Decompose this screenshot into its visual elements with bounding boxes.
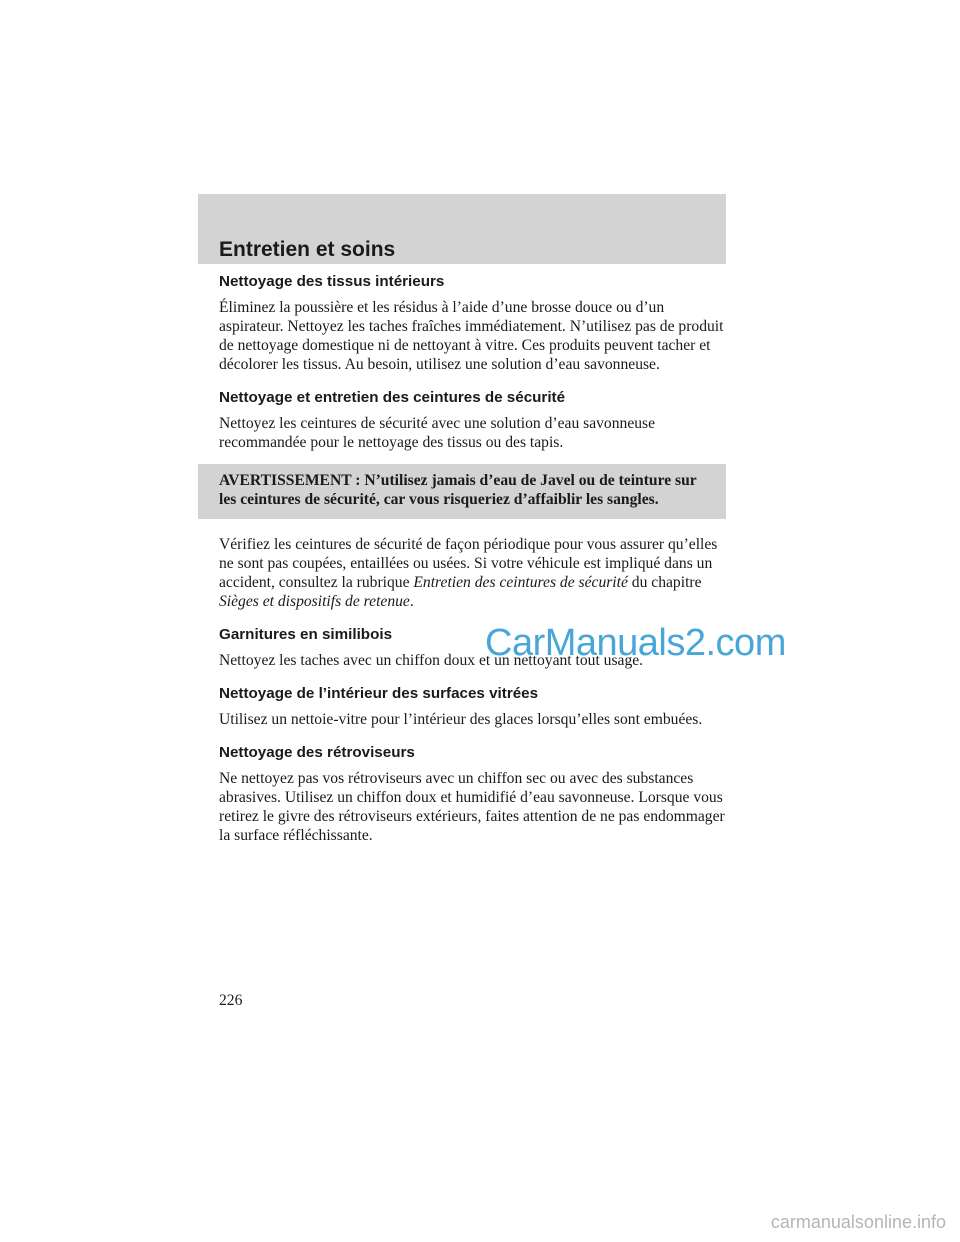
inspection-text-b: du chapitre xyxy=(627,574,702,591)
watermark-footer: carmanualsonline.info xyxy=(770,1212,946,1232)
page-content xyxy=(219,272,731,859)
heading-seatbelt-cleaning: Nettoyage et entretien des ceintures de sécurité xyxy=(219,389,566,406)
paragraph-seatbelt-cleaning: Nettoyez les ceintures de sécurité avec une solution d’eau savonneuse recommandée pour le nettoyage des tissus ou des tapis. xyxy=(219,415,656,451)
inspection-text-c: . xyxy=(409,593,414,610)
paragraph-seatbelt-inspection xyxy=(219,535,731,611)
inspection-text-a: Vérifiez les ceintures de sécurité de façon périodique pour vous assurer qu’elles ne sont pas coupées, entaillées ou usées. Si votre véhicule est impliqué dans un accident, consultez la rubrique xyxy=(219,536,718,591)
section-title: Entretien et soins xyxy=(219,238,396,261)
reference-seatbelt-maintenance: Entretien des ceintures de sécurité xyxy=(413,574,628,591)
heading-woodgrain-trim: Garnitures en similibois xyxy=(219,626,393,643)
section-header-bar xyxy=(198,194,726,264)
heading-glass-cleaning: Nettoyage de l’intérieur des surfaces vitrées xyxy=(219,685,539,702)
paragraph-mirror-cleaning: Ne nettoyez pas vos rétroviseurs avec un chiffon sec ou avec des substances abrasives. Utilisez un chiffon doux et humidifié d’eau savonneuse. Lorsque vous retirez le givre des rétroviseurs extérieurs, faites attention de ne pas endommager la surface réfléchissante. xyxy=(219,770,725,844)
watermark-logo: CarManuals2.com xyxy=(485,622,786,664)
paragraph-glass-cleaning: Utilisez un nettoie-vitre pour l’intérieur des glaces lorsqu’elles sont embuées. xyxy=(219,711,703,728)
reference-seats-restraints: Sièges et dispositifs de retenue xyxy=(219,593,410,610)
paragraph-woodgrain-trim: Nettoyez les taches avec un chiffon doux et un nettoyant tout usage. xyxy=(219,652,644,669)
heading-mirror-cleaning: Nettoyage des rétroviseurs xyxy=(219,744,415,761)
page-number: 226 xyxy=(219,992,243,1009)
heading-fabric-cleaning: Nettoyage des tissus intérieurs xyxy=(219,273,445,290)
warning-box: AVERTISSEMENT : N’utilisez jamais d’eau de Javel ou de teinture sur les ceintures de sécurité, car vous risqueriez d’affaiblir les sangles. xyxy=(198,464,726,519)
paragraph-fabric-cleaning: Éliminez la poussière et les résidus à l’aide d’une brosse douce ou d’un aspirateur. Nettoyez les taches fraîches immédiatement. N’utilisez pas de produit de nettoyage domestique ni de nettoyant à vitre. Ces produits peuvent tacher et décolorer les tissus. Au besoin, utilisez une solution d’eau savonneuse. xyxy=(219,299,724,373)
